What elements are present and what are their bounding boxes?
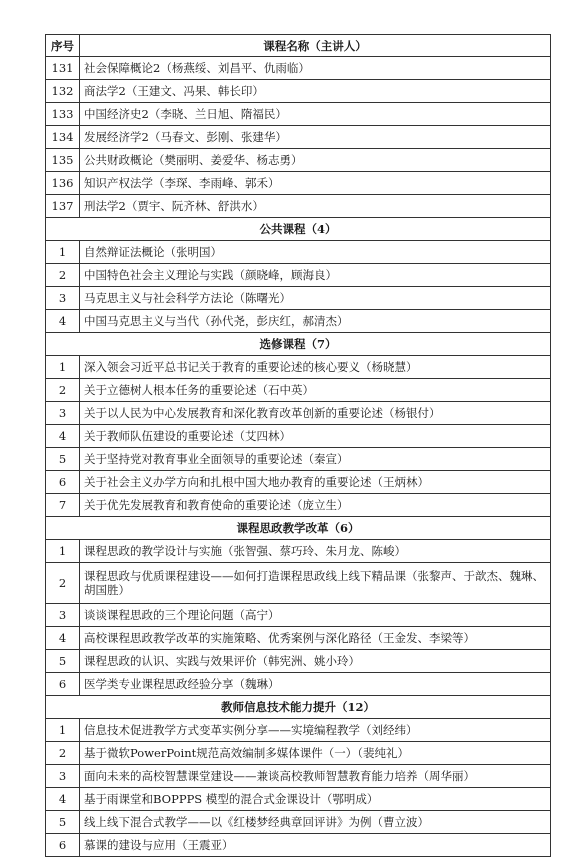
row-course-name: 关于教师队伍建设的重要论述（艾四林） <box>80 425 551 448</box>
row-course-name: 关于社会主义办学方向和扎根中国大地办教育的重要论述（王炳林） <box>80 471 551 494</box>
table-row <box>46 287 551 310</box>
row-index: 137 <box>46 195 80 218</box>
row-course-name: 深入领会习近平总书记关于教育的重要论述的核心要义（杨晓慧） <box>80 356 551 379</box>
section-title: 教师信息技术能力提升（12） <box>46 696 551 719</box>
row-index: 4 <box>46 425 80 448</box>
row-index: 3 <box>46 287 80 310</box>
row-course-name: 高校课程思政教学改革的实施策略、优秀案例与深化路径（王金发、李梁等） <box>80 627 551 650</box>
row-course-name: 刑法学2（贾宇、阮齐林、舒洪水） <box>80 195 551 218</box>
row-course-name: 知识产权法学（李琛、李雨峰、郭禾） <box>80 172 551 195</box>
row-index: 2 <box>46 379 80 402</box>
row-index: 7 <box>46 494 80 517</box>
row-index: 3 <box>46 765 80 788</box>
table-row <box>46 650 551 673</box>
row-course-name: 关于坚持党对教育事业全面领导的重要论述（秦宣） <box>80 448 551 471</box>
row-index: 6 <box>46 834 80 857</box>
table-row <box>46 494 551 517</box>
table-row <box>46 765 551 788</box>
table-row <box>46 149 551 172</box>
row-course-name: 商法学2（王建文、冯果、韩长印） <box>80 80 551 103</box>
table-row <box>46 788 551 811</box>
row-course-name: 医学类专业课程思政经验分享（魏琳） <box>80 673 551 696</box>
row-index: 1 <box>46 241 80 264</box>
row-course-name: 课程思政的教学设计与实施（张智强、蔡巧玲、朱月龙、陈峻） <box>80 540 551 563</box>
table-row <box>46 80 551 103</box>
row-index: 132 <box>46 80 80 103</box>
row-index: 5 <box>46 811 80 834</box>
table-row <box>46 379 551 402</box>
row-index: 1 <box>46 540 80 563</box>
row-course-name: 关于优先发展教育和教育使命的重要论述（庞立生） <box>80 494 551 517</box>
section-header-row <box>46 517 551 540</box>
section-header-row <box>46 333 551 356</box>
row-index: 136 <box>46 172 80 195</box>
section-title: 选修课程（7） <box>46 333 551 356</box>
section-header-row <box>46 696 551 719</box>
table-row <box>46 627 551 650</box>
table-row <box>46 310 551 333</box>
row-index: 1 <box>46 719 80 742</box>
table-row <box>46 604 551 627</box>
table-row <box>46 834 551 857</box>
table-header-row <box>46 35 551 57</box>
row-course-name: 公共财政概论（樊丽明、姜爱华、杨志勇） <box>80 149 551 172</box>
table-row <box>46 811 551 834</box>
table-row <box>46 742 551 765</box>
row-course-name: 线上线下混合式教学——以《红楼梦经典章回评讲》为例（曹立波） <box>80 811 551 834</box>
table-row <box>46 356 551 379</box>
row-index: 3 <box>46 402 80 425</box>
row-index: 5 <box>46 650 80 673</box>
row-index: 1 <box>46 356 80 379</box>
row-course-name: 基于雨课堂和BOPPPS 模型的混合式金课设计（鄂明成） <box>80 788 551 811</box>
table-row <box>46 540 551 563</box>
row-index: 2 <box>46 264 80 287</box>
table-row <box>46 57 551 80</box>
course-table <box>45 34 551 857</box>
section-title: 公共课程（4） <box>46 218 551 241</box>
row-course-name: 谈谈课程思政的三个理论问题（高宁） <box>80 604 551 627</box>
header-index: 序号 <box>46 35 80 57</box>
header-course: 课程名称（主讲人） <box>80 35 551 57</box>
row-course-name: 课程思政与优质课程建设——如何打造课程思政线上线下精品课（张黎声、于歆杰、魏琳、胡国胜） <box>80 563 551 604</box>
section-header-row <box>46 218 551 241</box>
table-row <box>46 673 551 696</box>
row-index: 6 <box>46 673 80 696</box>
row-course-name: 马克思主义与社会科学方法论（陈曙光） <box>80 287 551 310</box>
row-index: 131 <box>46 57 80 80</box>
row-course-name: 自然辩证法概论（张明国） <box>80 241 551 264</box>
row-index: 2 <box>46 563 80 604</box>
table-row <box>46 195 551 218</box>
row-course-name: 中国马克思主义与当代（孙代尧，彭庆红，郝清杰） <box>80 310 551 333</box>
table-row <box>46 402 551 425</box>
table-row <box>46 563 551 604</box>
row-index: 4 <box>46 788 80 811</box>
row-course-name: 中国特色社会主义理论与实践（颜晓峰，顾海良） <box>80 264 551 287</box>
row-course-name: 信息技术促进教学方式变革实例分享——实境编程教学（刘经纬） <box>80 719 551 742</box>
row-index: 5 <box>46 448 80 471</box>
row-index: 135 <box>46 149 80 172</box>
table-row <box>46 103 551 126</box>
row-course-name: 慕课的建设与应用（王震亚） <box>80 834 551 857</box>
table-row <box>46 719 551 742</box>
row-course-name: 关于立德树人根本任务的重要论述（石中英） <box>80 379 551 402</box>
row-index: 3 <box>46 604 80 627</box>
row-course-name: 基于微软PowerPoint规范高效编制多媒体课件（一）（裴纯礼） <box>80 742 551 765</box>
row-course-name: 中国经济史2（李晓、兰日旭、隋福民） <box>80 103 551 126</box>
table-row <box>46 471 551 494</box>
row-course-name: 社会保障概论2（杨燕绥、刘昌平、仇雨临） <box>80 57 551 80</box>
row-index: 133 <box>46 103 80 126</box>
row-index: 4 <box>46 627 80 650</box>
table-row <box>46 448 551 471</box>
row-index: 6 <box>46 471 80 494</box>
row-course-name: 面向未来的高校智慧课堂建设——兼谈高校教师智慧教育能力培养（周华丽） <box>80 765 551 788</box>
row-course-name: 关于以人民为中心发展教育和深化教育改革创新的重要论述（杨银付） <box>80 402 551 425</box>
row-index: 4 <box>46 310 80 333</box>
table-row <box>46 425 551 448</box>
row-index: 2 <box>46 742 80 765</box>
row-course-name: 课程思政的认识、实践与效果评价（韩宪洲、姚小玲） <box>80 650 551 673</box>
table-row <box>46 264 551 287</box>
table-row <box>46 126 551 149</box>
table-row <box>46 241 551 264</box>
section-title: 课程思政教学改革（6） <box>46 517 551 540</box>
table-row <box>46 172 551 195</box>
row-index: 134 <box>46 126 80 149</box>
row-course-name: 发展经济学2（马春文、彭刚、张建华） <box>80 126 551 149</box>
